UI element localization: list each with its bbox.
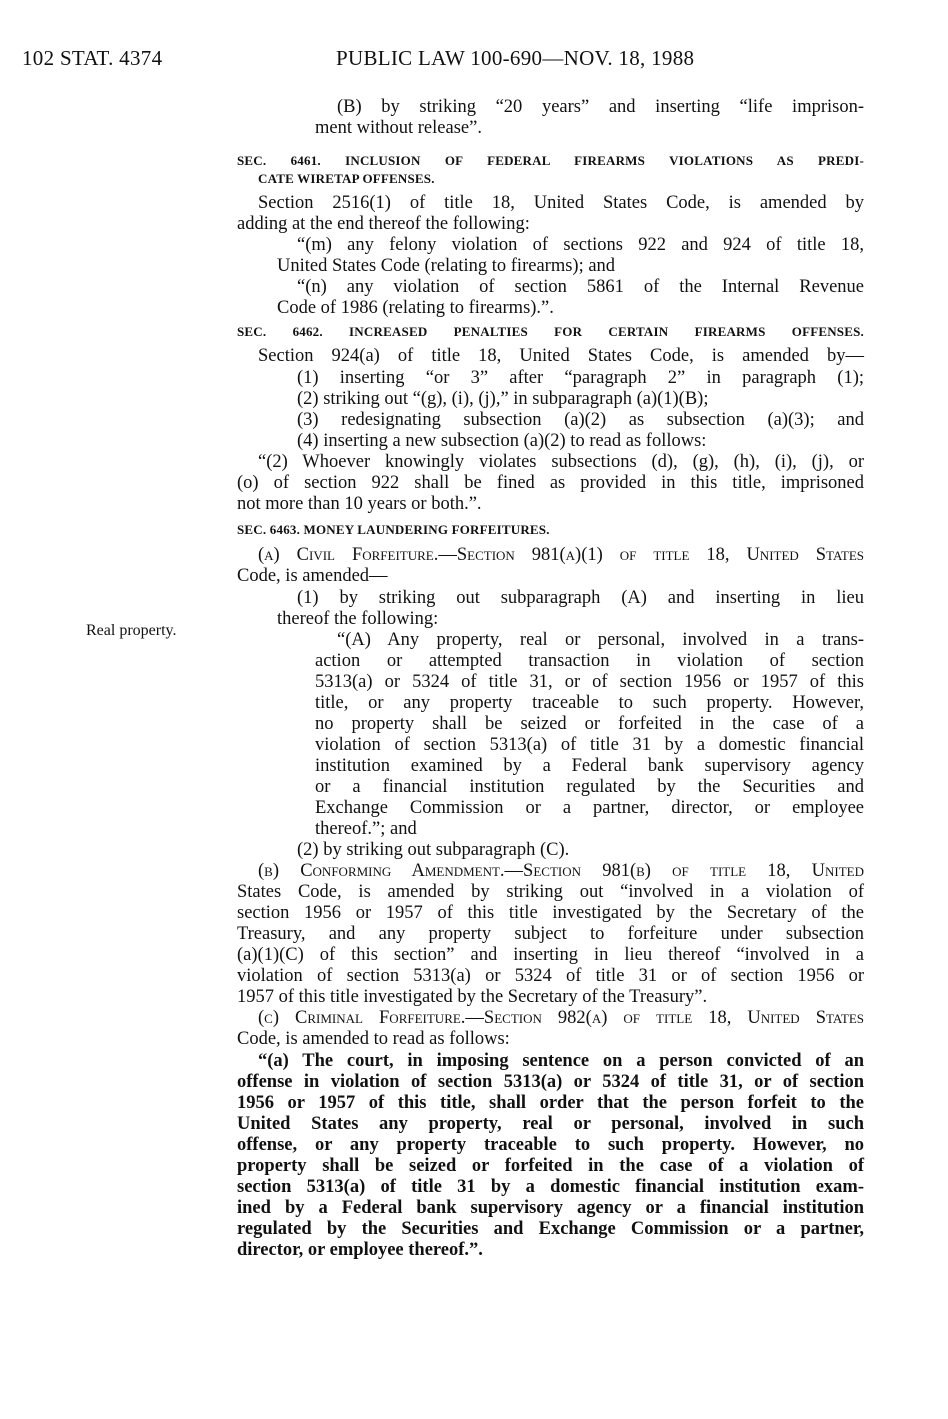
text-line: Code, is amended— [237, 566, 388, 586]
text-line: no property shall be seized or forfeited in the case of a [315, 714, 864, 734]
text-line: ment without release”. [315, 118, 482, 138]
margin-note-real-property: Real property. [86, 622, 177, 639]
text-line: “(2) Whoever knowingly violates subsections (d), (g), (h), (i), (j), or [258, 452, 864, 472]
text-line: violation of section 5313(a) of title 31 by a domestic financial [315, 735, 864, 755]
text-line: States Code, is amended by striking out “involved in a violation of [237, 882, 864, 902]
section-heading: CATE WIRETAP OFFENSES. [258, 171, 435, 186]
text-line: 5313(a) or 5324 of title 31, or of section 1956 or 1957 of this [315, 672, 864, 692]
text-line: Code of 1986 (relating to firearms).”. [277, 298, 554, 318]
text-line: (2) by striking out subparagraph (C). [297, 840, 570, 860]
subsection-criminal-forfeiture: (c) Criminal Forfeiture.—Section 982(a) of title 18, United States [258, 1008, 864, 1028]
text-line: United States any property, real or personal, involved in such [237, 1114, 864, 1134]
text-line: (3) redesignating subsection (a)(2) as subsection (a)(3); and [297, 410, 864, 430]
text-line: section 5313(a) of title 31 by a domestic financial institution exam- [237, 1177, 864, 1197]
text-line: “(n) any violation of section 5861 of the Internal Revenue [297, 277, 864, 297]
text-line: (1) by striking out subparagraph (A) and inserting in lieu [297, 588, 864, 608]
text-line: Exchange Commission or a partner, director, or employee [315, 798, 864, 818]
text-line: (o) of section 922 shall be fined as provided in this title, imprisoned [237, 473, 864, 493]
text-line: (a)(1)(C) of this section” and inserting in lieu thereof “involved in a [237, 945, 864, 965]
text-line: ined by a Federal bank supervisory agency or a financial institution [237, 1198, 864, 1218]
text-line: Code, is amended to read as follows: [237, 1029, 510, 1049]
text-line: “(a) The court, in imposing sentence on a person convicted of an [258, 1051, 864, 1071]
text-line: 1956 or 1957 of this title, shall order that the person forfeit to the [237, 1093, 864, 1113]
text-line: title, or any property traceable to such property. However, [315, 693, 864, 713]
text-line: or a financial institution regulated by the Securities and [315, 777, 864, 797]
running-header: PUBLIC LAW 100-690—NOV. 18, 1988 [336, 46, 695, 70]
section-heading: SEC. 6463. MONEY LAUNDERING FORFEITURES. [237, 522, 550, 537]
text-line: “(A) Any property, real or personal, involved in a trans- [337, 630, 864, 650]
text-line: adding at the end thereof the following: [237, 214, 530, 234]
subsection-civil-forfeiture: (a) Civil Forfeiture.—Section 981(a)(1) of title 18, United States [258, 545, 864, 565]
section-heading: SEC. 6462. INCREASED PENALTIES FOR CERTAIN FIREARMS OFFENSES. [237, 324, 864, 339]
section-heading: SEC. 6461. INCLUSION OF FEDERAL FIREARMS VIOLATIONS AS PREDI- [237, 153, 864, 168]
text-line: “(m) any felony violation of sections 922 and 924 of title 18, [297, 235, 864, 255]
text-line: (1) inserting “or 3” after “paragraph 2” in paragraph (1); [297, 368, 864, 388]
text-line: director, or employee thereof.”. [237, 1240, 483, 1260]
text-line: violation of section 5313(a) or 5324 of title 31 or of section 1956 or [237, 966, 864, 986]
text-line: institution examined by a Federal bank supervisory agency [315, 756, 864, 776]
text-line: (4) inserting a new subsection (a)(2) to read as follows: [297, 431, 707, 451]
text-line: (B) by striking “20 years” and inserting “life imprison- [337, 97, 864, 117]
text-line: United States Code (relating to firearms); and [277, 256, 616, 276]
text-line: Section 2516(1) of title 18, United States Code, is amended by [258, 193, 864, 213]
text-line: thereof.”; and [315, 819, 417, 839]
text-line: offense in violation of section 5313(a) or 5324 of title 31, or of section [237, 1072, 864, 1092]
text-line: regulated by the Securities and Exchange Commission or a partner, [237, 1219, 864, 1239]
text-line: (2) striking out “(g), (i), (j),” in subparagraph (a)(1)(B); [297, 389, 709, 409]
text-line: action or attempted transaction in violation of section [315, 651, 864, 671]
text-line: property shall be seized or forfeited in the case of a violation of [237, 1156, 864, 1176]
text-line: Treasury, and any property subject to forfeiture under subsection [237, 924, 864, 944]
subsection-conforming-amendment: (b) Conforming Amendment.—Section 981(b) of title 18, United [258, 861, 864, 881]
text-line: Section 924(a) of title 18, United States Code, is amended by— [258, 346, 864, 366]
text-line: 1957 of this title investigated by the Secretary of the Treasury”. [237, 987, 708, 1007]
page-number: 102 STAT. 4374 [22, 46, 163, 70]
text-line: offense, or any property traceable to such property. However, no [237, 1135, 864, 1155]
text-line: section 1956 or 1957 of this title investigated by the Secretary of the [237, 903, 864, 923]
text-line: not more than 10 years or both.”. [237, 494, 482, 514]
text-line: thereof the following: [277, 609, 439, 629]
